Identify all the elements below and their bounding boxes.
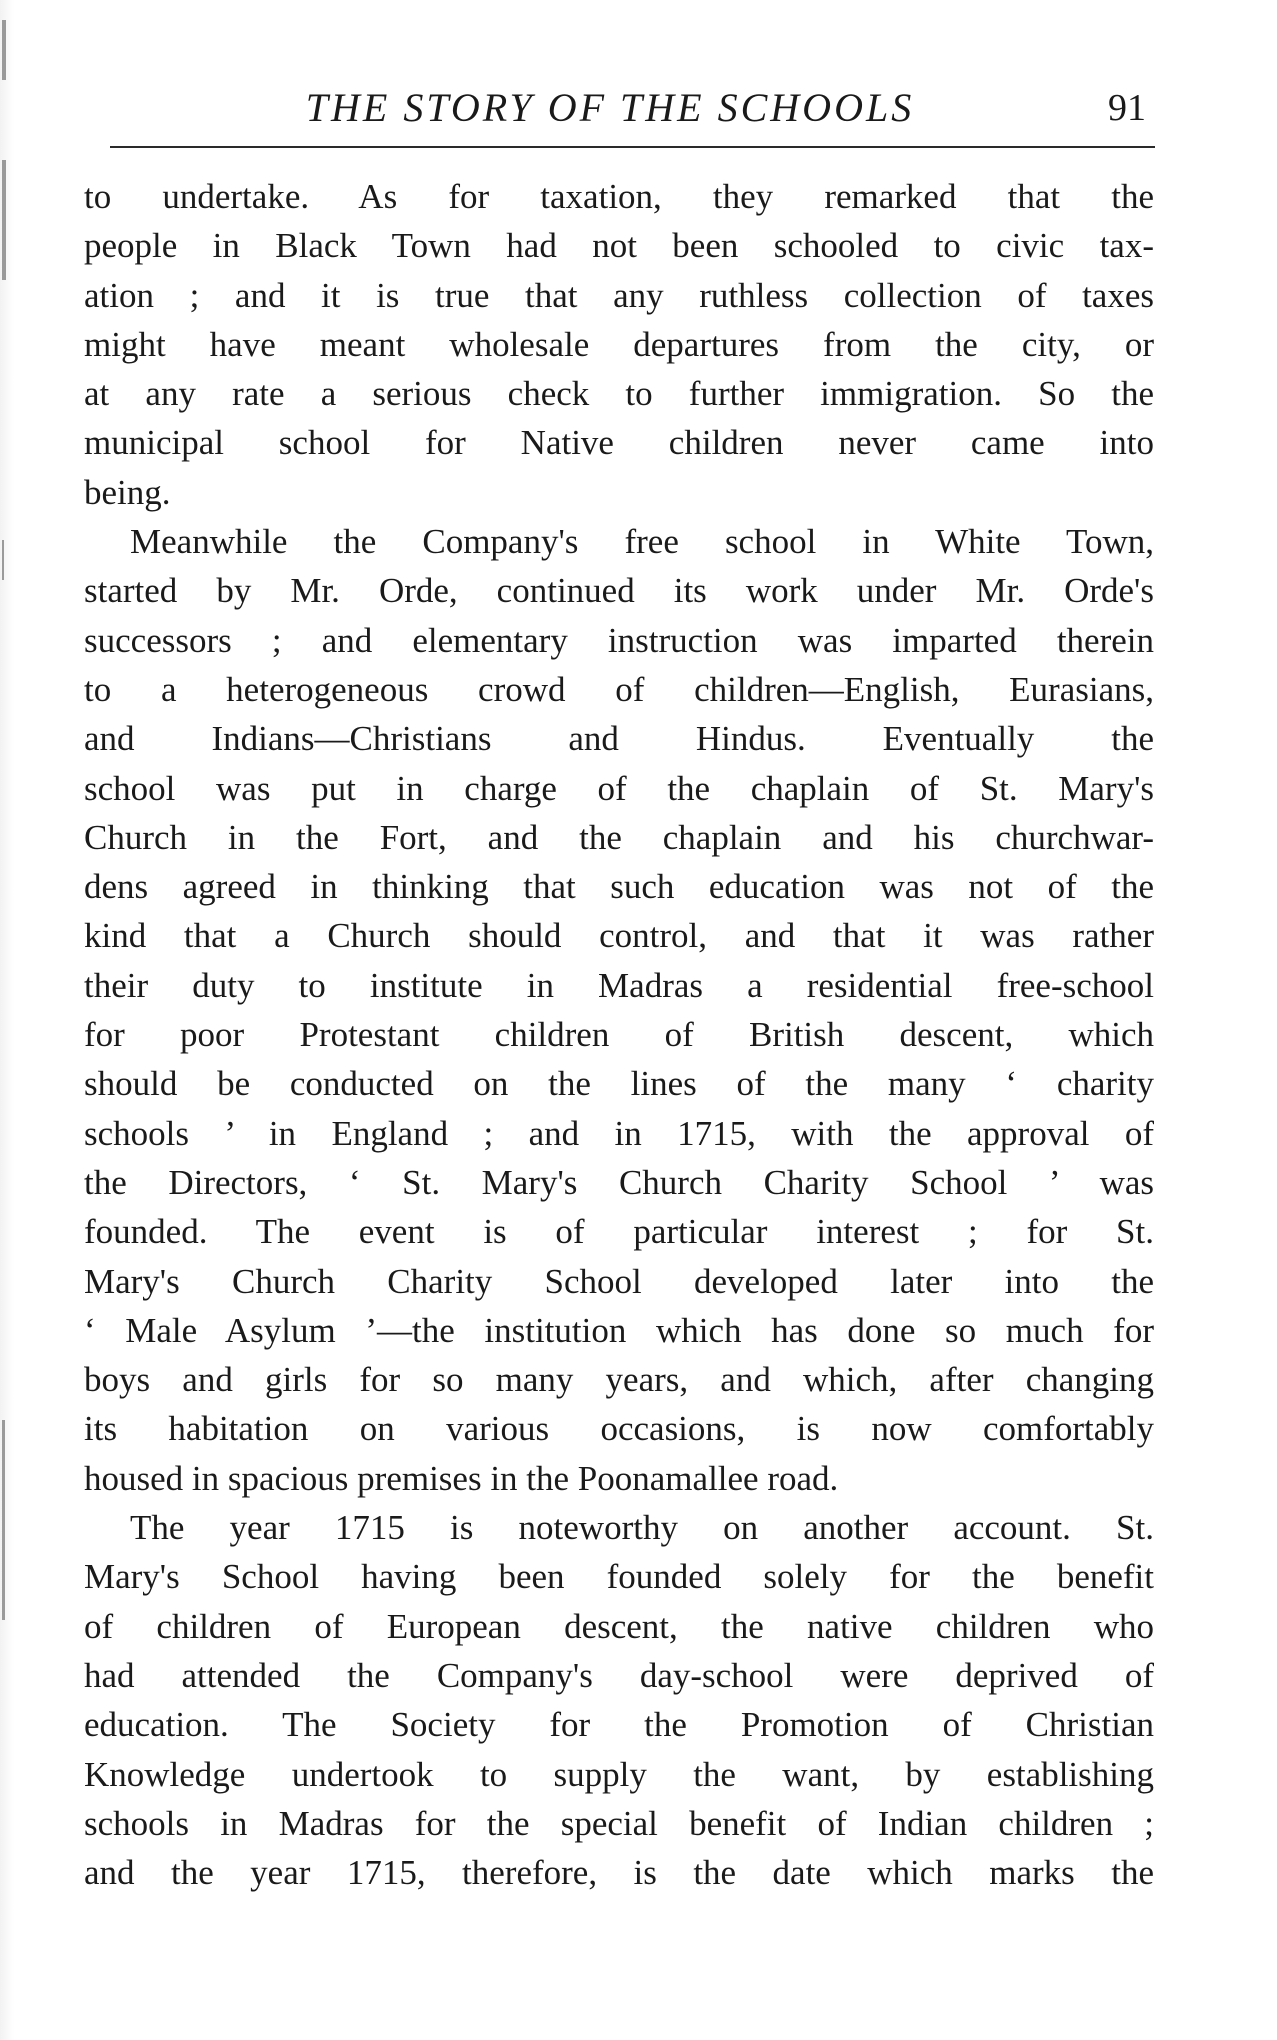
- text-line: education. The Society for the Promotion of Christian: [84, 1705, 1154, 1745]
- text-line: to a heterogeneous crowd of children—English, Eurasians,: [84, 669, 1154, 709]
- scan-mark: [2, 1420, 5, 1620]
- paragraph-start-line: Meanwhile the Company's free school in White Town,: [130, 522, 1154, 562]
- running-title: THE STORY OF THE SCHOOLS: [305, 85, 915, 130]
- scan-mark: [2, 160, 6, 280]
- text-line: to undertake. As for taxation, they remarked that the: [84, 177, 1154, 216]
- text-line: should be conducted on the lines of the many ‘ charity: [84, 1064, 1154, 1104]
- text-line: ation ; and it is true that any ruthless collection of taxes: [84, 275, 1154, 315]
- text-line: had attended the Company's day-school were deprived of: [84, 1655, 1154, 1695]
- text-line: schools in Madras for the special benefit of Indian children ;: [84, 1803, 1154, 1843]
- text-line: of children of European descent, the native children who: [84, 1606, 1154, 1646]
- text-line: the Directors, ‘ St. Mary's Church Charity School ’ was: [84, 1162, 1154, 1202]
- text-line: dens agreed in thinking that such education was not of the: [84, 867, 1154, 907]
- text-line: Church in the Fort, and the chaplain and his churchwar-: [84, 817, 1154, 857]
- text-line: founded. The event is of particular interest ; for St.: [84, 1212, 1154, 1252]
- text-line: schools ’ in England ; and in 1715, with the approval of: [84, 1113, 1154, 1153]
- text-line: successors ; and elementary instruction was imparted therein: [84, 620, 1154, 660]
- text-line: school was put in charge of the chaplain of St. Mary's: [84, 768, 1154, 808]
- text-line: housed in spacious premises in the Poonamallee road.: [84, 1458, 839, 1498]
- text-line: being.: [84, 472, 171, 512]
- text-line: started by Mr. Orde, continued its work under Mr. Orde's: [84, 571, 1154, 611]
- paragraph-start-line: The year 1715 is noteworthy on another account. St.: [130, 1508, 1154, 1548]
- running-header: [110, 78, 1150, 138]
- text-line: Mary's Church Charity School developed later into the: [84, 1261, 1154, 1301]
- text-line: and the year 1715, therefore, is the date which marks the: [84, 1853, 1154, 1893]
- page-number: 91: [1108, 87, 1146, 129]
- text-line: kind that a Church should control, and that it was rather: [84, 916, 1154, 956]
- scan-edge-shadow: [0, 0, 14, 2040]
- body-text: [84, 172, 1154, 1897]
- header-rule: [110, 146, 1155, 148]
- scan-mark: [2, 540, 4, 580]
- text-line: and Indians—Christians and Hindus. Eventually the: [84, 719, 1154, 759]
- text-line: at any rate a serious check to further immigration. So the: [84, 374, 1154, 414]
- text-line: their duty to institute in Madras a residential free-school: [84, 965, 1154, 1005]
- text-line: for poor Protestant children of British descent, which: [84, 1015, 1154, 1055]
- text-line: Knowledge undertook to supply the want, by establishing: [84, 1754, 1154, 1794]
- text-line: boys and girls for so many years, and which, after changing: [84, 1360, 1154, 1400]
- text-line: people in Black Town had not been schooled to civic tax-: [84, 226, 1154, 266]
- text-line: its habitation on various occasions, is now comfortably: [84, 1409, 1154, 1449]
- text-line: ‘ Male Asylum ’—the institution which has done so much for: [84, 1310, 1154, 1350]
- text-line: might have meant wholesale departures from the city, or: [84, 324, 1154, 364]
- text-line: municipal school for Native children never came into: [84, 423, 1154, 463]
- scan-mark: [2, 20, 6, 80]
- text-line: Mary's School having been founded solely for the benefit: [84, 1557, 1154, 1597]
